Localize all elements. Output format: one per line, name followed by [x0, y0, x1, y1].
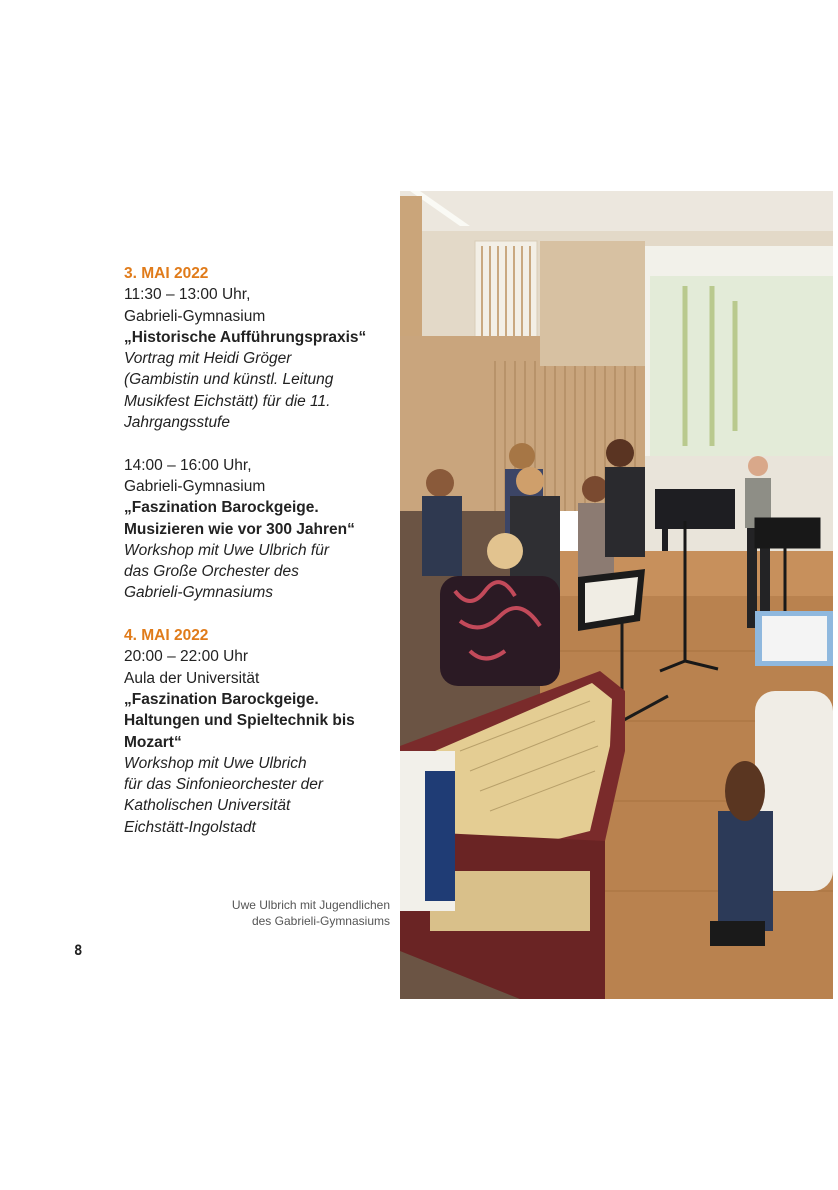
session-location: Gabrieli-Gymnasium [124, 477, 266, 495]
event-session [124, 284, 386, 433]
session-description: Jahrgangsstufe [124, 414, 230, 432]
event-date: 3. MAI 2022 [124, 265, 209, 282]
session-location: Aula der Universität [124, 669, 260, 687]
caption-line: Uwe Ulbrich mit Jugendlichen [231, 898, 390, 912]
event-date: 4. MAI 2022 [124, 627, 209, 645]
photo-illustration [400, 191, 833, 999]
session-description: Gabrieli-Gymnasiums [124, 584, 274, 602]
session-description: Musikfest Eichstätt) für die 11. [124, 392, 331, 410]
caption-line: des Gabrieli-Gymnasiums [251, 914, 390, 928]
orchestra-rehearsal-photo [400, 191, 833, 999]
session-description: Workshop mit Uwe Ulbrich [124, 754, 307, 772]
session-time: 11:30 – 13:00 Uhr, [124, 286, 251, 304]
session-title: „Historische Aufführungspraxis“ [124, 328, 367, 346]
page-number: 8 [74, 943, 83, 959]
session-description: Eichstätt-Ingolstadt [124, 818, 256, 836]
event-session [124, 646, 386, 838]
session-description: Workshop mit Uwe Ulbrich für [124, 541, 329, 559]
session-description: für das Sinfonieorchester der [124, 776, 324, 794]
session-description: Katholischen Universität [124, 797, 291, 815]
session-description: (Gambistin und künstl. Leitung [124, 371, 334, 389]
photo-caption [170, 897, 390, 929]
event-block-may-4 [124, 625, 386, 838]
session-title: „Faszination Barockgeige. [124, 690, 319, 708]
session-title: Mozart“ [124, 733, 182, 751]
session-title: Musizieren wie vor 300 Jahren“ [124, 520, 355, 538]
session-time: 20:00 – 22:00 Uhr [124, 648, 249, 666]
session-description: Vortrag mit Heidi Gröger [124, 350, 292, 368]
event-session [124, 455, 386, 604]
session-title: Haltungen und Spieltechnik bis [124, 712, 355, 730]
event-block-may-3 [124, 263, 386, 604]
session-title: „Faszination Barockgeige. [124, 499, 319, 517]
event-list [124, 263, 386, 859]
session-description: das Große Orchester des [124, 563, 299, 581]
session-location: Gabrieli-Gymnasium [124, 307, 266, 325]
session-time: 14:00 – 16:00 Uhr, [124, 456, 252, 474]
